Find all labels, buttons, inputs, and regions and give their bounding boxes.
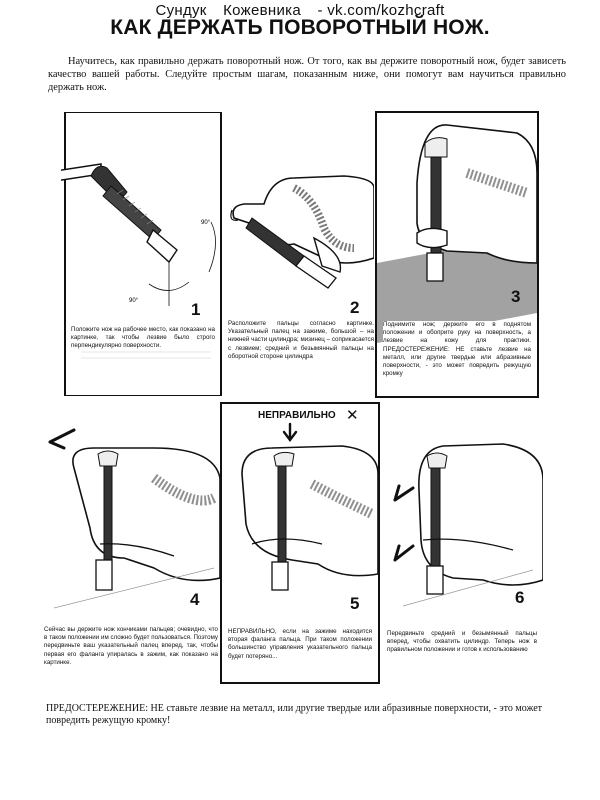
intro-paragraph: Научитесь, как правильно держать поворотный нож. От того, как вы держите поворотный нож, будет зависеть качество вашей работы. Следуйте простым шагам, показанным ниже, они помогут вам научиться правильно держать нож.	[48, 56, 566, 93]
panel-2	[224, 148, 374, 398]
panel-number: 2	[350, 298, 360, 317]
panel-number: 5	[350, 594, 360, 613]
panel-number: 3	[511, 287, 521, 306]
panel-4-illustration	[44, 418, 220, 618]
panel-number: 1	[191, 300, 201, 319]
panel-number: 6	[515, 588, 525, 607]
header-link[interactable]: - vk.com/kozhcraft	[317, 2, 445, 19]
wrong-x-icon: ✕	[346, 407, 359, 424]
angle-label-2: 90°	[201, 220, 211, 226]
panel-5	[220, 402, 380, 684]
header-brand-2: Кожевника	[223, 2, 301, 19]
panel-1	[61, 112, 225, 396]
panel-caption: Сейчас вы держите нож кончиками пальцев; очевидно, что в таком положении им сложно будет пользоваться. Поэтому передвиньте ваш указательный палец вперед, так, чтобы первая его фаланга упиралась в зажим, как показано на картинке.	[44, 626, 218, 666]
panel-caption: Положите нож на рабочее место, как показано на картинке, так чтобы лезвие было строго перпендикулярно поверхности.	[71, 326, 215, 350]
panel-number: 4	[190, 590, 200, 609]
panel-6	[383, 430, 543, 680]
page-title: КАК ДЕРЖАТЬ ПОВОРОТНЫЙ НОЖ.	[110, 16, 490, 39]
panel-caption: Поднимите нож; держите его в поднятом положении и обоприте руку на поверхность, а лезвие на кожу для практики. ПРЕДОСТЕРЕЖЕНИЕ: НЕ ставьте лезвие на металл, или другие твердые или абразивные поверхности, - это может повредить режущую кромку	[383, 321, 531, 378]
panel-caption: НЕПРАВИЛЬНО, если на зажиме находится вторая фаланга пальца. При таком положении большинство управления указательного пальца будет потеряно...	[228, 628, 372, 660]
panel-caption: Расположите пальцы согласно картинке. Указательный палец на зажиме, большой – на нижней части цилиндра; мизинец – соприкасается с лезвием; средний и безымянный пальцы на оборотной стороне цилиндра	[228, 320, 374, 360]
warning-text: ПРЕДОСТЕРЕЖЕНИЕ: НЕ ставьте лезвие на металл, или другие твердые или абразивные поверхности, - это может повредить режущую кромку!	[46, 703, 543, 726]
panel-3	[375, 111, 539, 398]
header-brand-1: Сундук	[155, 2, 207, 19]
panel-caption: Передвиньте средний и безымянный пальцы вперед, чтобы охватить цилиндр. Теперь нож в правильном положении и готов к использованию	[387, 630, 537, 654]
panel-6-illustration	[383, 430, 543, 610]
panel-4	[44, 418, 220, 686]
wrong-label: НЕПРАВИЛЬНО	[258, 410, 336, 421]
panel-1-illustration	[61, 112, 225, 396]
angle-label: 90°	[129, 298, 139, 304]
